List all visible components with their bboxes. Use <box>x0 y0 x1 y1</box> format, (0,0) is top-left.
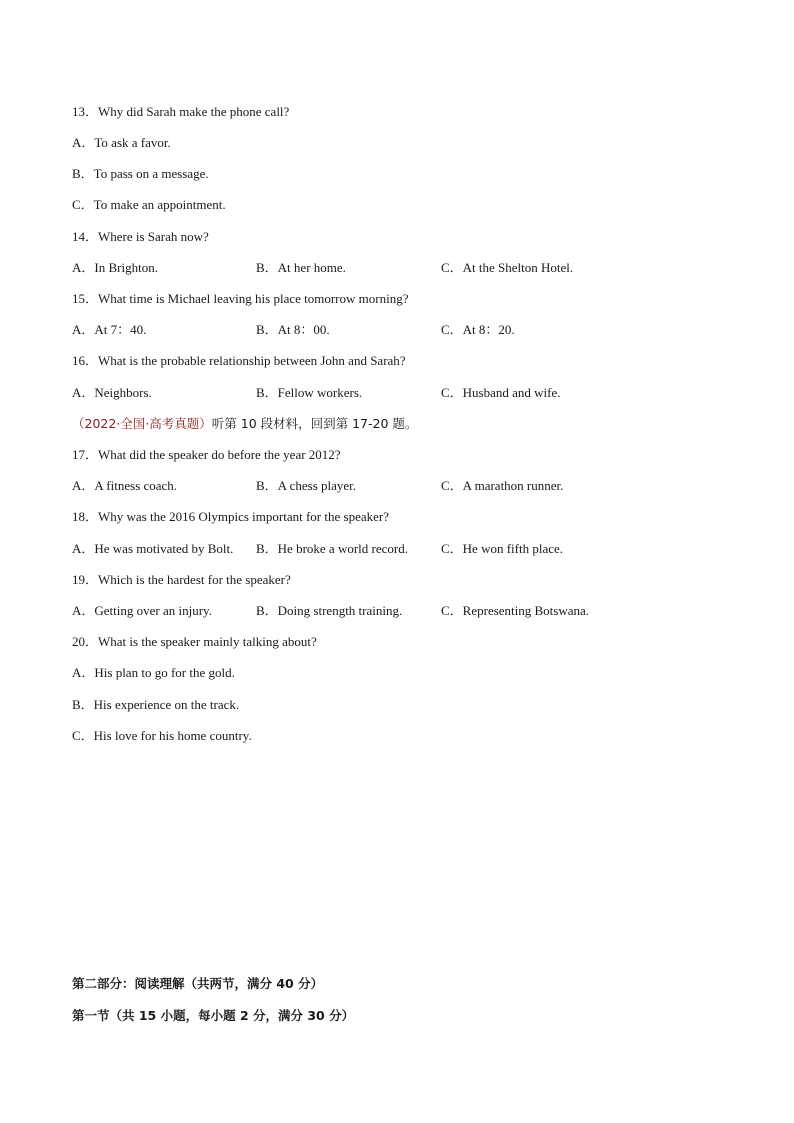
question-13-option-a: A．To ask a favor. <box>72 135 171 150</box>
question-16-option-a: A．Neighbors. <box>72 385 152 400</box>
question-20-stem: 20．What is the speaker mainly talking about? <box>72 634 317 649</box>
part-two-heading: 第二部分：阅读理解（共两节，满分 40 分） <box>72 976 324 991</box>
question-17-option-c: C．A marathon runner. <box>441 478 564 493</box>
question-20-option-a: A．His plan to go for the gold. <box>72 665 235 680</box>
question-17-stem: 17．What did the speaker do before the year 2012? <box>72 447 341 462</box>
question-13-option-b: B．To pass on a message. <box>72 166 209 181</box>
question-15-option-a: A．At 7：40. <box>72 322 147 337</box>
source-tag: （2022·全国·高考真题） <box>72 416 212 431</box>
question-13-option-c: C．To make an appointment. <box>72 197 226 212</box>
question-18-option-c: C．He won fifth place. <box>441 541 564 556</box>
question-19-option-b: B．Doing strength training. <box>256 603 403 618</box>
question-13-stem: 13．Why did Sarah make the phone call? <box>72 104 290 119</box>
question-17-option-a: A．A fitness coach. <box>72 478 178 493</box>
question-15-option-b: B．At 8：00. <box>256 322 330 337</box>
question-18-option-b: B．He broke a world record. <box>256 541 408 556</box>
question-14-option-a: A．In Brighton. <box>72 260 158 275</box>
question-14-stem: 14．Where is Sarah now? <box>72 229 209 244</box>
section-one-heading: 第一节（共 15 小题，每小题 2 分，满分 30 分） <box>72 1008 355 1023</box>
question-15-option-c: C．At 8：20. <box>441 322 515 337</box>
question-18-option-a: A．He was motivated by Bolt. <box>72 541 234 556</box>
question-14-option-c: C．At the Shelton Hotel. <box>441 260 574 275</box>
material-note <box>72 416 417 432</box>
question-14-option-b: B．At her home. <box>256 260 346 275</box>
question-17-option-b: B．A chess player. <box>256 478 357 493</box>
question-16-option-b: B．Fellow workers. <box>256 385 363 400</box>
question-20-option-c: C．His love for his home country. <box>72 728 252 743</box>
question-18-stem: 18．Why was the 2016 Olympics important for the speaker? <box>72 509 389 524</box>
question-20-option-b: B．His experience on the track. <box>72 697 240 712</box>
question-16-option-c: C．Husband and wife. <box>441 385 561 400</box>
question-19-option-a: A．Getting over an injury. <box>72 603 212 618</box>
question-19-stem: 19．Which is the hardest for the speaker? <box>72 572 291 587</box>
question-15-stem: 15．What time is Michael leaving his place tomorrow morning? <box>72 291 409 306</box>
question-19-option-c: C．Representing Botswana. <box>441 603 590 618</box>
question-16-stem: 16．What is the probable relationship between John and Sarah? <box>72 353 406 368</box>
material-instruction: 听第 10 段材料，回到第 17-20 题。 <box>211 416 418 431</box>
